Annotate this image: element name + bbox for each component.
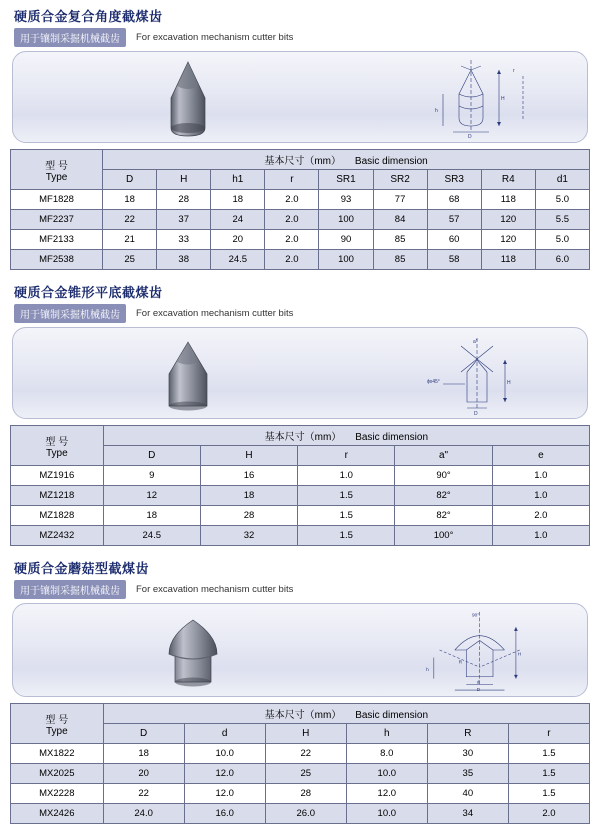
section-title: 硬质合金蘑菇型截煤齿	[14, 561, 150, 576]
cell-value: 90°	[395, 466, 492, 486]
cell-value: 25	[265, 764, 346, 784]
cell-value: 118	[481, 250, 535, 270]
cell-model: MF2538	[11, 250, 103, 270]
cell-value: 24	[211, 210, 265, 230]
section-conical-flat-bottom	[0, 282, 600, 546]
cell-value: 40	[427, 784, 508, 804]
drawing-label-H: H	[517, 652, 522, 658]
cell-model: MZ1828	[11, 506, 104, 526]
col-header: h1	[211, 170, 265, 190]
header-type-en: Type	[45, 725, 68, 737]
cell-value: 84	[373, 210, 427, 230]
header-type-cn: 型 号	[45, 160, 68, 172]
cell-model: MF2133	[11, 230, 103, 250]
cell-value: 20	[103, 764, 184, 784]
table-row	[11, 784, 590, 804]
product-photo-mushroom	[133, 610, 253, 697]
cell-value: 10.0	[346, 764, 427, 784]
cell-value: 37	[157, 210, 211, 230]
drawing-label-D: D	[468, 134, 472, 140]
cell-value: 82°	[395, 506, 492, 526]
header-dim-cn: 基本尺寸（mm）	[264, 432, 342, 443]
cell-model: MF2237	[11, 210, 103, 230]
col-header: SR1	[319, 170, 373, 190]
cell-value: 100°	[395, 526, 492, 546]
table-row	[11, 250, 590, 270]
spec-table-conical	[10, 425, 590, 546]
cell-value: 2.0	[265, 250, 319, 270]
cell-value: 10.0	[184, 744, 265, 764]
col-header: D	[103, 724, 184, 744]
cell-value: 1.5	[508, 784, 589, 804]
cell-value: 118	[481, 190, 535, 210]
header-dim-cn: 基本尺寸（mm）	[264, 156, 342, 167]
drawing-label-chamfer: ɸx45°	[427, 379, 440, 385]
col-header: R	[427, 724, 508, 744]
cell-value: 18	[200, 486, 297, 506]
table-row	[11, 486, 590, 506]
cell-value: 18	[211, 190, 265, 210]
cell-value: 30	[427, 744, 508, 764]
col-header: D	[103, 170, 157, 190]
cell-value: 1.5	[298, 506, 395, 526]
header-type-en: Type	[45, 171, 68, 183]
col-header: r	[508, 724, 589, 744]
cell-value: 22	[103, 210, 157, 230]
header-type-en: Type	[45, 447, 68, 459]
product-photo-conical	[133, 334, 243, 418]
cell-value: 34	[427, 804, 508, 824]
cell-value: 12.0	[184, 764, 265, 784]
spec-table-mushroom	[10, 703, 590, 824]
cell-value: 22	[265, 744, 346, 764]
cell-value: 26.0	[265, 804, 346, 824]
cell-value: 1.5	[508, 744, 589, 764]
cell-model: MX1822	[11, 744, 104, 764]
drawing-label-angle-a: a"	[473, 339, 478, 345]
cell-value: 32	[200, 526, 297, 546]
cell-value: 2.0	[265, 190, 319, 210]
cell-value: 93	[319, 190, 373, 210]
header-type	[11, 704, 104, 744]
subtitle-english: For excavation mechanism cutter bits	[136, 308, 294, 319]
col-header: H	[157, 170, 211, 190]
catalog-page	[0, 6, 600, 819]
col-header: SR2	[373, 170, 427, 190]
subtitle-chinese: 用于镶制采掘机械截齿	[14, 28, 126, 47]
cell-model: MZ2432	[11, 526, 104, 546]
cell-value: 28	[265, 784, 346, 804]
product-photo-band	[12, 51, 588, 143]
cell-value: 24.5	[211, 250, 265, 270]
cell-value: 1.5	[298, 486, 395, 506]
cell-value: 1.0	[492, 526, 589, 546]
cell-value: 16.0	[184, 804, 265, 824]
cell-value: 120	[481, 230, 535, 250]
col-header: r	[265, 170, 319, 190]
cell-value: 2.0	[492, 506, 589, 526]
cell-value: 68	[427, 190, 481, 210]
cell-value: 6.0	[535, 250, 589, 270]
cell-value: 1.5	[508, 764, 589, 784]
cell-value: 2.0	[265, 210, 319, 230]
col-header: a"	[395, 446, 492, 466]
cell-model: MF1828	[11, 190, 103, 210]
drawing-label-D: D	[476, 688, 481, 692]
product-photo-band	[12, 603, 588, 697]
cell-value: 5.5	[535, 210, 589, 230]
col-header: e	[492, 446, 589, 466]
table-row	[11, 744, 590, 764]
cell-value: 2.0	[265, 230, 319, 250]
cell-value: 25	[103, 250, 157, 270]
cell-value: 21	[103, 230, 157, 250]
drawing-label-r: r	[513, 68, 515, 74]
table-row	[11, 230, 590, 250]
cell-value: 18	[103, 744, 184, 764]
table-row	[11, 466, 590, 486]
col-header: H	[200, 446, 297, 466]
cell-value: 5.0	[535, 190, 589, 210]
cell-value: 85	[373, 250, 427, 270]
cell-value: 1.5	[298, 526, 395, 546]
drawing-label-h: h	[426, 668, 429, 673]
cell-value: 12.0	[346, 784, 427, 804]
cell-value: 100	[319, 210, 373, 230]
table-row	[11, 190, 590, 210]
drawing-label-R: R	[458, 660, 463, 666]
section-mushroom	[0, 558, 600, 824]
cell-model: MX2228	[11, 784, 104, 804]
table-row	[11, 210, 590, 230]
subtitle-english: For excavation mechanism cutter bits	[136, 584, 294, 595]
cell-value: 9	[103, 466, 200, 486]
col-header: D	[103, 446, 200, 466]
drawing-label-angle-90: 90°	[472, 613, 480, 619]
section-subtitle-row	[14, 580, 590, 599]
cell-value: 20	[211, 230, 265, 250]
table-row	[11, 526, 590, 546]
drawing-label-h: h	[435, 108, 438, 114]
drawing-label-H: H	[501, 96, 505, 102]
cell-value: 35	[427, 764, 508, 784]
subtitle-chinese: 用于镶制采掘机械截齿	[14, 304, 126, 323]
cell-value: 77	[373, 190, 427, 210]
col-header: R4	[481, 170, 535, 190]
cell-value: 18	[103, 506, 200, 526]
cell-value: 1.0	[492, 486, 589, 506]
cell-value: 12	[103, 486, 200, 506]
cell-value: 8.0	[346, 744, 427, 764]
product-photo-compound-angle	[133, 58, 243, 142]
cell-value: 24.5	[103, 526, 200, 546]
product-photo-band	[12, 327, 588, 419]
header-basic-dimension	[103, 704, 589, 724]
cell-value: 5.0	[535, 230, 589, 250]
cell-model: MX2426	[11, 804, 104, 824]
col-header: d1	[535, 170, 589, 190]
header-type	[11, 426, 104, 466]
header-type-cn: 型 号	[45, 436, 69, 448]
cell-value: 120	[481, 210, 535, 230]
cell-value: 100	[319, 250, 373, 270]
cell-value: 82°	[395, 486, 492, 506]
header-basic-dimension	[103, 150, 590, 170]
subtitle-chinese: 用于镶制采掘机械截齿	[14, 580, 126, 599]
cell-value: 28	[200, 506, 297, 526]
technical-drawing-mushroom	[413, 608, 573, 692]
cell-value: 58	[427, 250, 481, 270]
section-subtitle-row	[14, 28, 590, 47]
cell-value: 57	[427, 210, 481, 230]
technical-drawing-compound-angle	[413, 56, 573, 140]
header-dim-en: Basic dimension	[355, 432, 428, 443]
cell-value: 85	[373, 230, 427, 250]
section-title: 硬质合金锥形平底截煤齿	[14, 285, 163, 300]
col-header: h	[346, 724, 427, 744]
header-dim-en: Basic dimension	[355, 710, 428, 721]
subtitle-english: For excavation mechanism cutter bits	[136, 32, 294, 43]
cell-value: 10.0	[346, 804, 427, 824]
cell-value: 16	[200, 466, 297, 486]
cell-model: MZ1218	[11, 486, 104, 506]
section-title: 硬质合金复合角度截煤齿	[14, 9, 163, 24]
cell-value: 38	[157, 250, 211, 270]
cell-value: 28	[157, 190, 211, 210]
cell-value: 1.0	[492, 466, 589, 486]
section-compound-angle	[0, 6, 600, 270]
col-header: d	[184, 724, 265, 744]
drawing-label-d: d	[476, 680, 480, 686]
cell-value: 33	[157, 230, 211, 250]
cell-value: 60	[427, 230, 481, 250]
header-basic-dimension	[103, 426, 589, 446]
cell-value: 18	[103, 190, 157, 210]
header-dim-en: Basic dimension	[354, 156, 428, 167]
header-dim-cn: 基本尺寸（mm）	[264, 710, 342, 721]
cell-value: 2.0	[508, 804, 589, 824]
col-header: r	[298, 446, 395, 466]
col-header: H	[265, 724, 346, 744]
table-row	[11, 506, 590, 526]
drawing-label-D: D	[474, 411, 478, 416]
cell-model: MX2025	[11, 764, 104, 784]
cell-value: 1.0	[298, 466, 395, 486]
col-header: SR3	[427, 170, 481, 190]
cell-value: 12.0	[184, 784, 265, 804]
cell-value: 24.0	[103, 804, 184, 824]
header-type	[11, 150, 103, 190]
section-subtitle-row	[14, 304, 590, 323]
cell-model: MZ1916	[11, 466, 104, 486]
technical-drawing-conical	[413, 332, 573, 416]
spec-table-compound-angle	[10, 149, 590, 270]
cell-value: 22	[103, 784, 184, 804]
table-row	[11, 804, 590, 824]
cell-value: 90	[319, 230, 373, 250]
header-type-cn: 型 号	[45, 714, 69, 726]
drawing-label-H: H	[507, 380, 511, 386]
